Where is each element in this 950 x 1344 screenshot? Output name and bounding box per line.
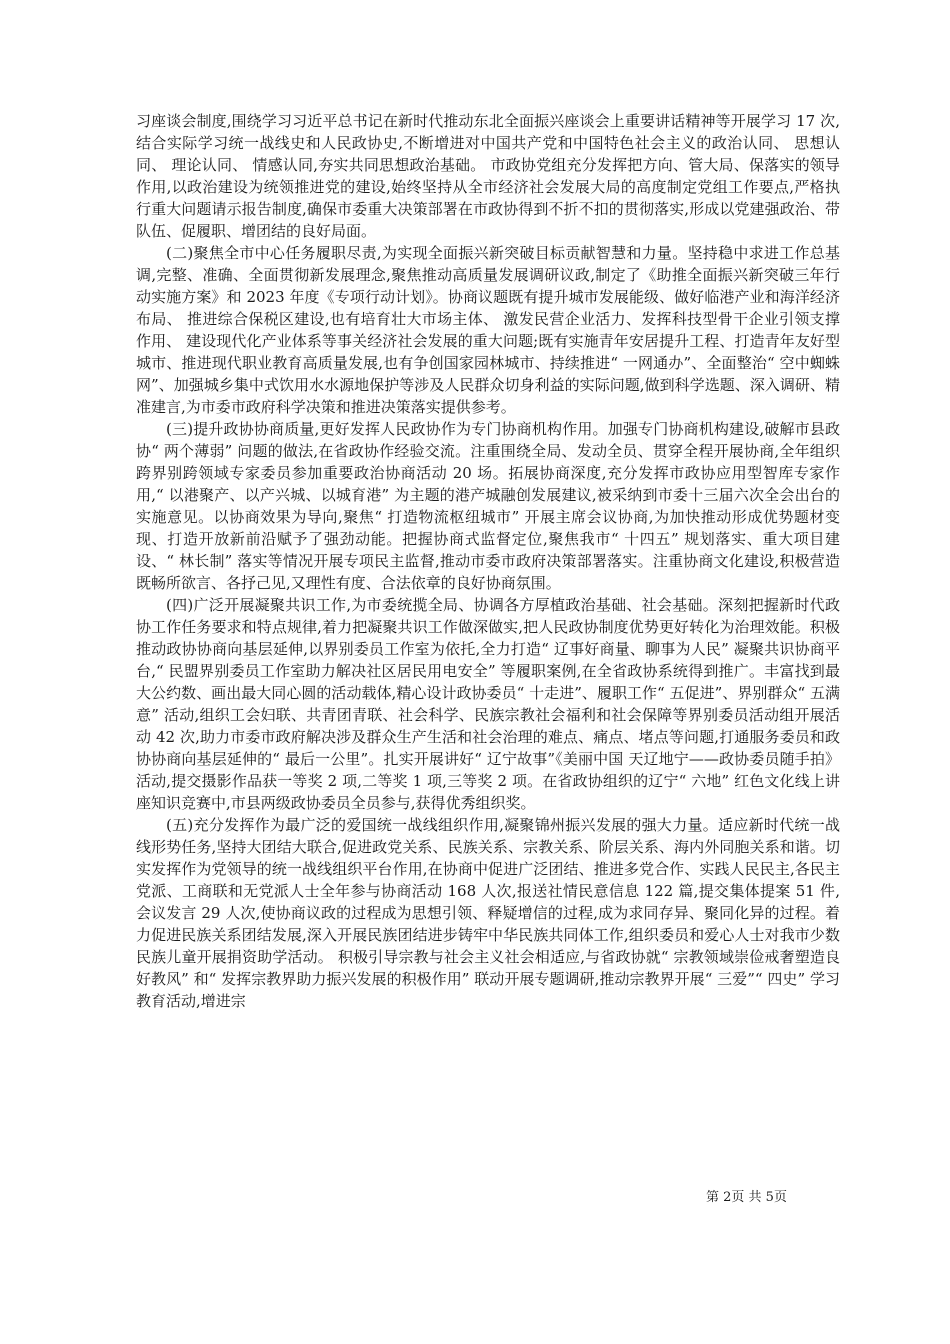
document-body [136, 110, 840, 1012]
paragraph-section-2: (二)聚焦全市中心任务履职尽责,为实现全面振兴新突破目标贡献智慧和力量。坚持稳中求进工作总基调,完整、准确、全面贯彻新发展理念,聚焦推动高质量发展调研议政,制定了《助推全面振兴新突破三年行动实施方案》和 2023 年度《专项行动计划》。协商议题既有提升城市发展能级、做好临港产业和海洋经济布局、 推进综合保税区建设,也有培育壮大市场主体、 激发民营企业活力、发挥科技型骨干企业引领支撑作用、 建设现代化产业体系等事关经济社会发展的重大问题;既有实施青年安居提升工程、打造青年友好型城市、推进现代职业教育高质量发展,也有争创国家园林城市、持续推进“ 一网通办”、全面整治“ 空中蜘蛛网”、加强城乡集中式饮用水水源地保护等涉及人民群众切身利益的实际问题,做到科学选题、深入调研、精准建言,为市委市政府科学决策和推进决策落实提供参考。 [136, 244, 840, 416]
paragraph-section-4: (四)广泛开展凝聚共识工作,为市委统揽全局、协调各方厚植政治基础、社会基础。深刻把握新时代政协工作任务要求和特点规律,着力把凝聚共识工作做深做实,把人民政协制度优势更好转化为治理效能。积极推动政协协商向基层延伸,以界别委员工作室为依托,全力打造“ 辽事好商量、聊事为人民” 凝聚共识协商平台,“ 民盟界别委员工作室助力解决社区居民用电安全” 等履职案例,在全省政协系统得到推广。丰富找到最大公约数、画出最大同心圆的活动载体,精心设计政协委员“ 十走进”、履职工作“ 五促进”、界别群众“ 五满意” 活动,组织工会妇联、共青团青联、社会科学、民族宗教社会福利和社会保障等界别委员活动组开展活动 42 次,助力市委市政府解决涉及群众生产生活和社会治理的难点、痛点、堵点等问题,打通服务委员和政协协商向基层延伸的“ 最后一公里”。扎实开展讲好“ 辽宁故事”《美丽中国 天辽地宁——政协委员随手拍》活动,提交摄影作品获一等奖 2 项,二等奖 1 项,三等奖 2 项。在省政协组织的辽宁“ 六地” 红色文化线上讲座知识竞赛中,市县两级政协委员全员参与,获得优秀组织奖。 [136, 596, 840, 812]
paragraph-section-5: (五)充分发挥作为最广泛的爱国统一战线组织作用,凝聚锦州振兴发展的强大力量。适应新时代统一战线形势任务,坚持大团结大联合,促进政党关系、民族关系、宗教关系、阶层关系、海内外同胞关系和谐。切实发挥作为党领导的统一战线组织平台作用,在协商中促进广泛团结、推进多党合作、实践人民民主,各民主党派、工商联和无党派人士全年参与协商活动 168 人次,报送社情民意信息 122 篇,提交集体提案 51 件,会议发言 29 人次,使协商议政的过程成为思想引领、释疑增信的过程,成为求同存异、聚同化异的过程。着力促进民族关系团结发展,深入开展民族团结进步铸牢中华民族共同体工作,组织委员和爱心人士对我市少数民族儿童开展捐资助学活动。 积极引导宗教与社会主义社会相适应,与省政协就“ 宗教领域崇俭戒奢塑造良好教风” 和“ 发挥宗教界助力振兴发展的积极作用” 联动开展专题调研,推动宗教界开展“ 三爱”“ 四史” 学习教育活动,增进宗 [136, 816, 840, 1010]
page-number-footer: 第 2页 共 5页 [706, 1190, 787, 1205]
paragraph-section-3: (三)提升政协协商质量,更好发挥人民政协作为专门协商机构作用。加强专门协商机构建设,破解市县政协“ 两个薄弱” 问题的做法,在省政协作经验交流。注重围绕全局、发动全员、贯穿全程开展协商,全年组织跨界别跨领域专家委员参加重要政治协商活动 20 场。拓展协商深度,充分发挥市政协应用型智库专家作用,“ 以港聚产、以产兴城、以城育港” 为主题的港产城融创发展建议,被采纳到市委十三届六次全会出台的实施意见。以协商效果为导向,聚焦“ 打造物流枢纽城市” 开展主席会议协商,为加快推动形成优势题材变现、打造开放新前沿赋予了强劲动能。把握协商式监督定位,聚焦我市“ 十四五” 规划落实、重大项目建设、“ 林长制” 落实等情况开展专项民主监督,推动市委市政府决策部署落实。注重协商文化建设,积极营造既畅所欲言、各抒己见,又理性有度、合法依章的良好协商氛围。 [136, 420, 840, 592]
paragraph-continued: 习座谈会制度,围绕学习习近平总书记在新时代推动东北全面振兴座谈会上重要讲话精神等开展学习 17 次,结合实际学习统一战线史和人民政协史,不断增进对中国共产党和中国特色社会主义的政治认同、 思想认同、 理论认同、 情感认同,夯实共同思想政治基础。 市政协党组充分发挥把方向、管大局、保落实的领导作用,以政治建设为统领推进党的建设,始终坚持从全市经济社会发展大局的高度制定党组工作要点,严格执行重大问题请示报告制度,确保市委重大决策部署在市政协得到不折不扣的贯彻落实,形成以党建强政治、带队伍、促履职、增团结的良好局面。 [136, 112, 840, 240]
